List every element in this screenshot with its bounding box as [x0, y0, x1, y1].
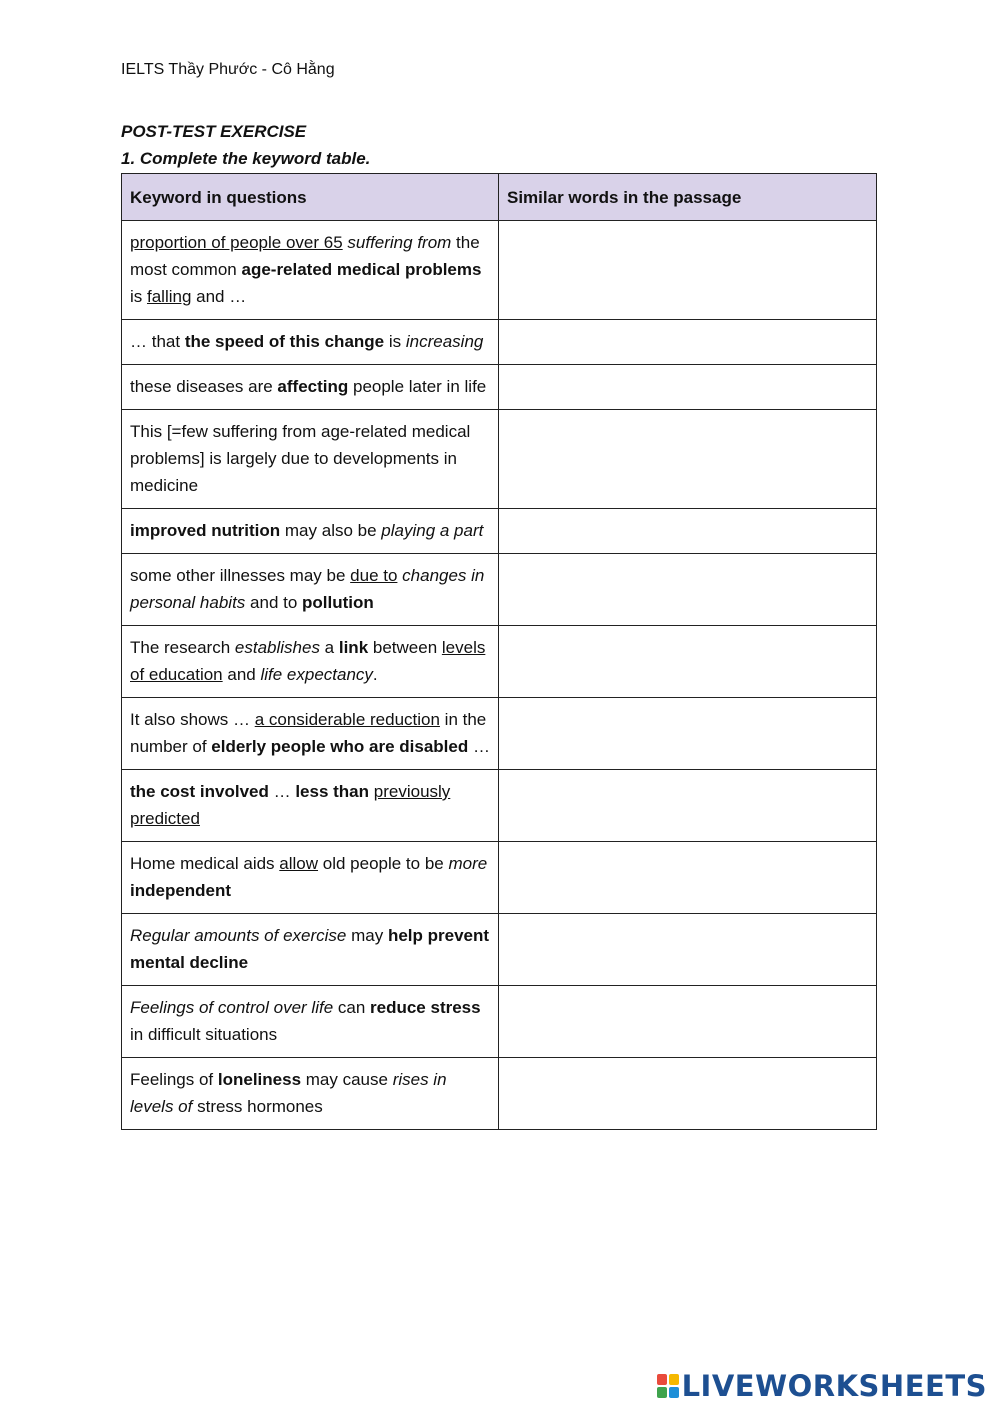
- keyword-text-segment: loneliness: [217, 1070, 302, 1089]
- keyword-cell: [122, 770, 499, 842]
- table-row: [122, 1058, 877, 1130]
- exercise-instruction: 1. Complete the keyword table.: [121, 149, 371, 168]
- keyword-text-segment: proportion of people over 65: [130, 233, 343, 252]
- keyword-text-segment: Feelings of: [130, 1070, 218, 1089]
- keyword-text-segment: Regular amounts of exercise: [130, 926, 347, 945]
- keyword-text-segment: less than: [295, 782, 370, 801]
- keyword-text-segment: may cause: [301, 1070, 393, 1089]
- similar-words-answer[interactable]: [507, 706, 868, 733]
- keyword-text-segment: Home medical aids: [130, 854, 280, 873]
- keyword-cell: [122, 365, 499, 410]
- table-body: [122, 221, 877, 1130]
- similar-words-cell[interactable]: [499, 626, 877, 698]
- keyword-text-segment: the speed of this change: [184, 332, 385, 351]
- keyword-text-segment: link: [338, 638, 369, 657]
- table-row: [122, 626, 877, 698]
- column-header-keywords: Keyword in questions: [122, 174, 499, 221]
- similar-words-cell[interactable]: [499, 914, 877, 986]
- keyword-text-segment: falling: [147, 287, 192, 306]
- keyword-text-segment: between: [368, 638, 442, 657]
- similar-words-answer[interactable]: [507, 328, 868, 355]
- keyword-text-segment: life expectancy: [260, 665, 373, 684]
- keyword-text-segment: in the number of: [130, 710, 487, 756]
- similar-words-answer[interactable]: [507, 562, 868, 589]
- keyword-text-segment: independent: [130, 881, 232, 900]
- keyword-cell: [122, 554, 499, 626]
- similar-words-cell[interactable]: [499, 986, 877, 1058]
- exercise-title: POST-TEST EXERCISE: [121, 122, 307, 141]
- table-row: [122, 365, 877, 410]
- similar-words-answer[interactable]: [507, 922, 868, 949]
- keyword-text-segment: It also shows …: [130, 710, 255, 729]
- keyword-text-segment: previously predicted: [130, 782, 451, 828]
- similar-words-answer[interactable]: [507, 634, 868, 661]
- logo-square: [669, 1387, 679, 1398]
- logo-square: [669, 1374, 679, 1385]
- keyword-text-segment: improved nutrition: [130, 521, 281, 540]
- keyword-text-segment: and …: [191, 287, 247, 306]
- similar-words-answer[interactable]: [507, 1066, 868, 1093]
- similar-words-cell[interactable]: [499, 365, 877, 410]
- keyword-text-segment: allow: [279, 854, 319, 873]
- table-header-row: [122, 174, 877, 221]
- keyword-text-segment: the cost involved: [130, 782, 269, 801]
- keyword-cell: [122, 842, 499, 914]
- page-header: IELTS Thầy Phước - Cô Hằng: [121, 61, 335, 78]
- similar-words-cell[interactable]: [499, 410, 877, 509]
- keyword-text-segment: can: [333, 998, 371, 1017]
- liveworksheets-logo: [657, 1370, 987, 1402]
- table-row: [122, 554, 877, 626]
- keyword-text-segment: levels of education: [130, 638, 486, 684]
- keyword-text-segment: … that: [130, 332, 185, 351]
- keyword-text-segment: pollution: [302, 593, 374, 612]
- similar-words-cell[interactable]: [499, 698, 877, 770]
- keyword-text-segment: .: [372, 665, 378, 684]
- keyword-text-segment: age-related medical problems: [241, 260, 482, 279]
- similar-words-answer[interactable]: [507, 778, 868, 805]
- keyword-text-segment: a: [319, 638, 339, 657]
- similar-words-cell[interactable]: [499, 509, 877, 554]
- keyword-text-segment: establishes: [234, 638, 320, 657]
- keyword-text-segment: more: [448, 854, 488, 873]
- column-header-similar-words: Similar words in the passage: [499, 174, 877, 221]
- table-row: [122, 410, 877, 509]
- table-row: [122, 509, 877, 554]
- similar-words-answer[interactable]: [507, 994, 868, 1021]
- keyword-cell: [122, 320, 499, 365]
- keyword-text-segment: old people to be: [318, 854, 449, 873]
- keyword-text-segment: these diseases are: [130, 377, 278, 396]
- keyword-text-segment: The research: [130, 638, 235, 657]
- keyword-text-segment: in difficult situations: [130, 1025, 278, 1044]
- similar-words-cell[interactable]: [499, 221, 877, 320]
- keyword-text-segment: is: [384, 332, 406, 351]
- keyword-text-segment: stress hormones: [192, 1097, 323, 1116]
- similar-words-answer[interactable]: [507, 850, 868, 877]
- keyword-text-segment: reduce stress: [370, 998, 481, 1017]
- keyword-text-segment: elderly people who are disabled: [211, 737, 469, 756]
- keyword-text-segment: people later in life: [348, 377, 487, 396]
- keyword-text-segment: may also be: [280, 521, 382, 540]
- logo-square: [657, 1374, 667, 1385]
- keyword-text-segment: due to: [350, 566, 398, 585]
- keyword-text-segment: the most common: [130, 233, 480, 279]
- logo-square: [657, 1387, 667, 1398]
- table-row: [122, 770, 877, 842]
- table-row: [122, 698, 877, 770]
- keyword-text-segment: is: [130, 287, 147, 306]
- similar-words-answer[interactable]: [507, 373, 868, 400]
- logo-text: LIVEWORKSHEETS: [681, 1369, 987, 1403]
- keyword-cell: [122, 509, 499, 554]
- keyword-text-segment: …: [268, 782, 296, 801]
- keyword-text-segment: Feelings of control over life: [130, 998, 334, 1017]
- keyword-text-segment: …: [468, 737, 490, 756]
- table-row: [122, 221, 877, 320]
- keyword-text-segment: and: [222, 665, 261, 684]
- keyword-table: [121, 173, 877, 1130]
- table-row: [122, 842, 877, 914]
- keyword-text-segment: increasing: [405, 332, 484, 351]
- keyword-text-segment: some other illnesses may be: [130, 566, 351, 585]
- keyword-cell: [122, 626, 499, 698]
- keyword-cell: [122, 410, 499, 509]
- keyword-cell: [122, 986, 499, 1058]
- similar-words-cell[interactable]: [499, 1058, 877, 1130]
- keyword-text-segment: affecting: [277, 377, 349, 396]
- keyword-cell: [122, 221, 499, 320]
- keyword-text-segment: changes in personal habits: [130, 566, 485, 612]
- keyword-text-segment: help prevent mental decline: [130, 926, 490, 972]
- similar-words-answer[interactable]: [507, 229, 868, 256]
- keyword-cell: [122, 1058, 499, 1130]
- keyword-text-segment: rises in levels of: [130, 1070, 447, 1116]
- keyword-text-segment: This [=few suffering from age-related medical problems] is largely due to developments in medicine: [130, 422, 471, 495]
- liveworksheets-logo-icon: [657, 1374, 679, 1398]
- similar-words-answer[interactable]: [507, 418, 868, 445]
- keyword-text-segment: playing a part: [381, 521, 484, 540]
- similar-words-cell[interactable]: [499, 554, 877, 626]
- keyword-text-segment: may: [346, 926, 388, 945]
- similar-words-cell[interactable]: [499, 320, 877, 365]
- keyword-cell: [122, 698, 499, 770]
- keyword-cell: [122, 914, 499, 986]
- keyword-text-segment: and to: [245, 593, 303, 612]
- table-row: [122, 914, 877, 986]
- similar-words-answer[interactable]: [507, 517, 868, 544]
- similar-words-cell[interactable]: [499, 770, 877, 842]
- table-row: [122, 986, 877, 1058]
- keyword-text-segment: a considerable reduction: [254, 710, 440, 729]
- table-row: [122, 320, 877, 365]
- keyword-text-segment: suffering from: [347, 233, 452, 252]
- similar-words-cell[interactable]: [499, 842, 877, 914]
